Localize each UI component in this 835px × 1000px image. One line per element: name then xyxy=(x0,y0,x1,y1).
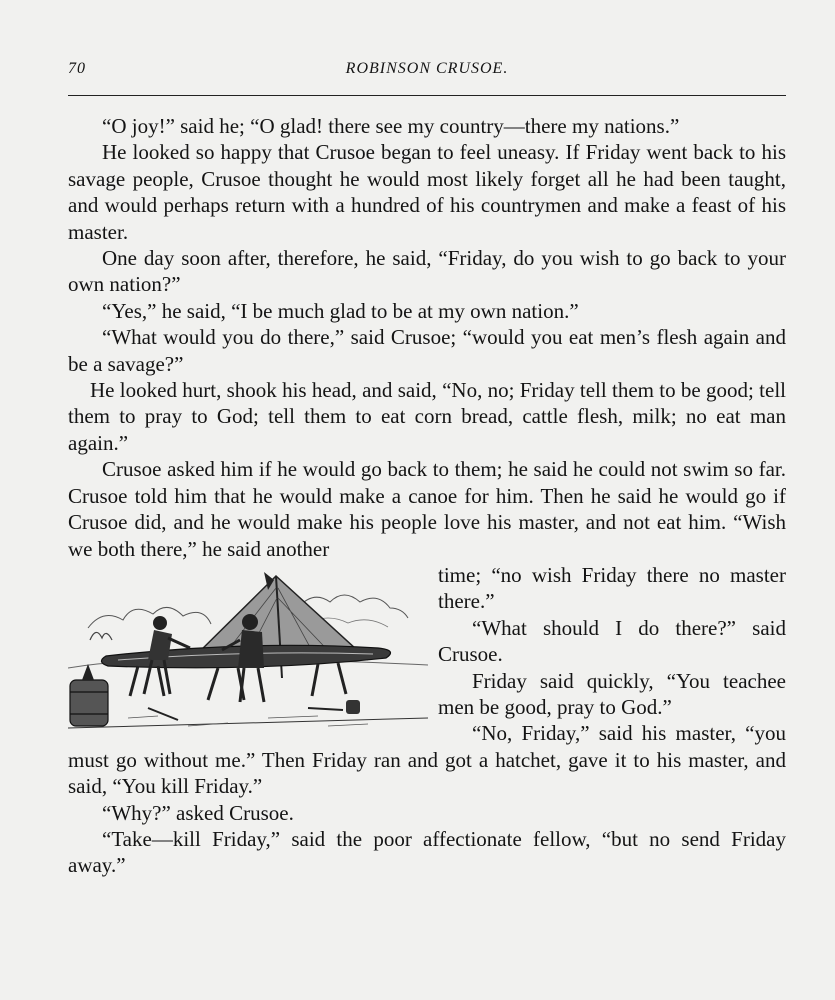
canoe-illustration xyxy=(68,568,428,740)
paragraph: “Take—kill Friday,” said the poor affectionate fellow, “but no send Friday away.” xyxy=(68,826,786,878)
paragraph: Crusoe asked him if he would go back to them; he said he could not swim so far. Crusoe told him that he would make a canoe for him. Then he said he would go if Crusoe did, and he would make his people love his master, and not eat him. “Wish we both there,” he said another xyxy=(68,457,786,561)
body-text xyxy=(68,113,786,879)
paragraph: “No, Friday,” said his master, “you must go without me.” Then Friday ran and got a hatchet, gave it to his master, and said, “You kill Friday.” xyxy=(68,721,786,799)
header-rule xyxy=(68,95,786,96)
paragraph: He looked hurt, shook his head, and said, “No, no; Friday tell them to be good; tell them to pray to God; tell them to eat corn bread, cattle flesh, milk; no eat man again.” xyxy=(68,378,786,455)
paragraph: “What would you do there,” said Crusoe; “would you eat men’s flesh again and be a savage?” xyxy=(68,325,786,376)
paragraph: “O joy!” said he; “O glad! there see my country—there my nations.” xyxy=(102,114,680,138)
paragraph: time; “no wish Friday there no master there.” xyxy=(438,562,786,614)
paragraph: “Yes,” he said, “I be much glad to be at my own nation.” xyxy=(102,298,579,323)
paragraph: Friday said quickly, “You teachee men be good, pray to God.” xyxy=(438,668,786,719)
paragraph: One day soon after, therefore, he said, “Friday, do you wish to go back to your own nation?” xyxy=(68,246,786,297)
canoe-engraving-image xyxy=(68,568,428,740)
running-header xyxy=(68,60,786,86)
running-title: ROBINSON CRUSOE. xyxy=(345,60,509,77)
page-number: 70 xyxy=(68,60,86,77)
paragraph: “What should I do there?” said Crusoe. xyxy=(438,615,786,667)
paragraph: “Why?” asked Crusoe. xyxy=(102,800,294,825)
paragraph: He looked so happy that Crusoe began to feel uneasy. If Friday went back to his savage people, Crusoe thought he would most likely forget all he had been taught, and would perhaps return with a hundred of his countrymen and make a feast of his master. xyxy=(68,140,786,244)
